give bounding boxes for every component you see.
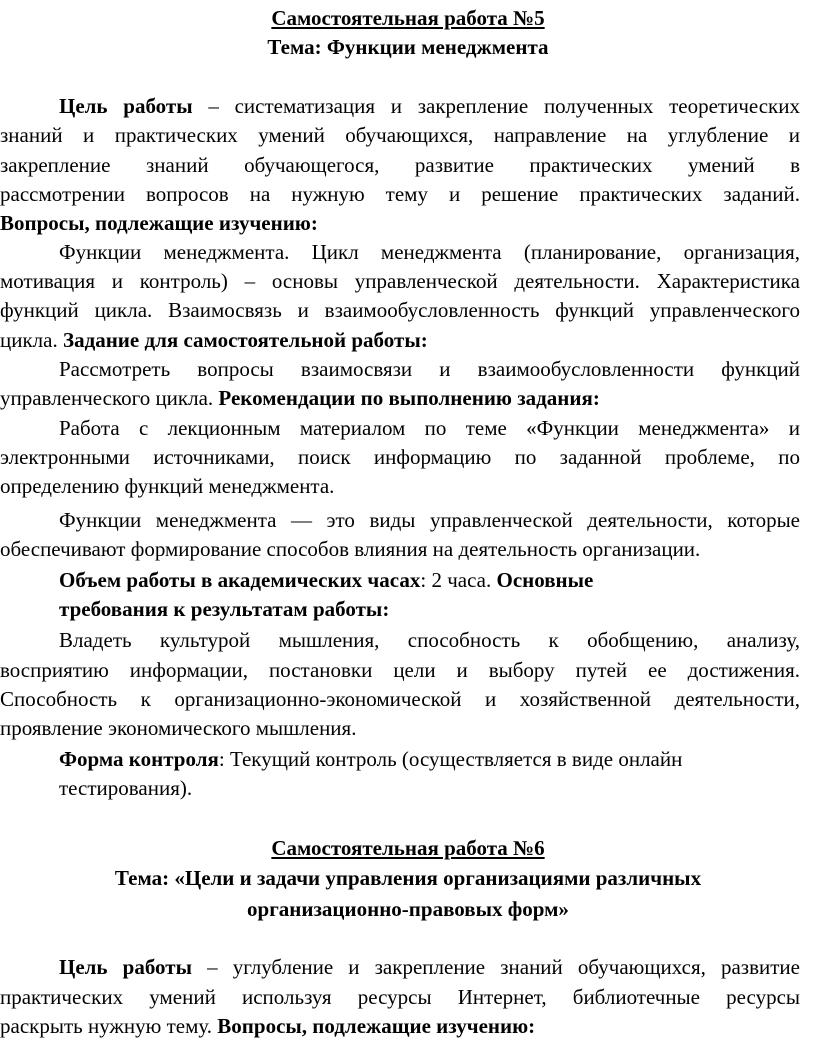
work6-topic-line-1: Тема: «Цели и задачи управления организациями различных [114, 866, 702, 890]
work5-volume-label: Объем работы в академических часах [59, 568, 421, 592]
work5-title: Самостоятельная работа №5 [271, 6, 545, 30]
work5-definition-line-1: Функции менеджмента — это виды управленческой деятельности, которые [59, 508, 800, 532]
work5-goal-line-1 [59, 92, 800, 120]
work6-topic-line-2: организационно-правовых форм» [247, 897, 569, 921]
work5-questions-line-3: функций цикла. Взаимосвязь и взаимообусловленность функций управленческого [0, 298, 800, 322]
work5-task-heading: Задание для самостоятельной работы: [62, 328, 428, 352]
work5-goal-label: Цель работы [59, 94, 193, 118]
work5-topic: Тема: Функции менеджмента [267, 35, 549, 59]
work6-questions-heading: Вопросы, подлежащие изучению: [217, 1014, 536, 1038]
work5-goal-line-2: знаний и практических умений обучающихся, направление на углубление и [0, 123, 800, 147]
work5-task-line-2 [0, 384, 600, 412]
work5-requirements-line-4: проявление экономического мышления. [0, 716, 357, 740]
work6-goal-line-2: практических умений используя ресурсы Интернет, библиотечные ресурсы [0, 985, 800, 1009]
work6-goal-text-1: – углубление и закрепление знаний обучающихся, развитие [191, 955, 800, 979]
work5-requirements-line-2: восприятию информации, постановки цели и выбору путей ее достижения. [0, 658, 800, 682]
work6-goal-text-3: раскрыть нужную тему. [0, 1014, 218, 1038]
work5-definition-line-2: обеспечивают формирование способов влияния на деятельность организации. [0, 537, 701, 561]
work5-recommend-line-1: Работа с лекционным материалом по теме «Функции менеджмента» и [59, 416, 800, 440]
work6-goal-line-3 [0, 1012, 535, 1040]
work5-requirements-line-3: Способность к организационно-экономической и хозяйственной деятельности, [0, 687, 800, 711]
work5-control-line-2: тестирования). [59, 776, 193, 800]
work5-goal-text-1: – систематизация и закрепление полученных теоретических [192, 94, 800, 118]
work5-questions-line-4 [0, 326, 428, 354]
work5-recommend-line-3: определению функций менеджмента. [0, 474, 335, 498]
work5-volume-line [59, 566, 593, 594]
work5-questions-line-1: Функции менеджмента. Цикл менеджмента (планирование, организация, [59, 240, 800, 264]
work5-control-line-1 [59, 745, 682, 773]
work5-task-text-2: управленческого цикла. [0, 386, 219, 410]
work5-questions-text-4: цикла. [0, 328, 63, 352]
work5-control-text-1: : Текущий контроль (осуществляется в виде онлайн [218, 747, 683, 771]
work5-questions-heading: Вопросы, подлежащие изучению: [0, 211, 318, 235]
work5-questions-line-2: мотивация и контроль) – основы управленческой деятельности. Характеристика [0, 269, 800, 293]
work5-goal-line-4: рассмотрении вопросов на нужную тему и решение практических заданий. [0, 182, 800, 206]
work5-goal-line-3: закрепление знаний обучающегося, развитие практических умений в [0, 153, 800, 177]
work6-goal-label: Цель работы [59, 955, 192, 979]
work5-requirements-heading-2: требования к результатам работы: [59, 597, 390, 621]
work5-recommend-heading: Рекомендации по выполнению задания: [218, 386, 600, 410]
work5-volume-value: : 2 часа. [420, 568, 497, 592]
work5-control-label: Форма контроля [59, 747, 219, 771]
work5-requirements-line-1: Владеть культурой мышления, способность к обобщению, анализу, [59, 628, 800, 652]
work6-title: Самостоятельная работа №6 [271, 836, 545, 860]
work5-requirements-heading-1: Основные [496, 568, 594, 592]
work5-recommend-line-2: электронными источниками, поиск информацию по заданной проблеме, по [0, 445, 800, 469]
work5-task-line-1: Рассмотреть вопросы взаимосвязи и взаимообусловленности функций [59, 357, 800, 381]
work6-goal-line-1 [59, 953, 800, 981]
